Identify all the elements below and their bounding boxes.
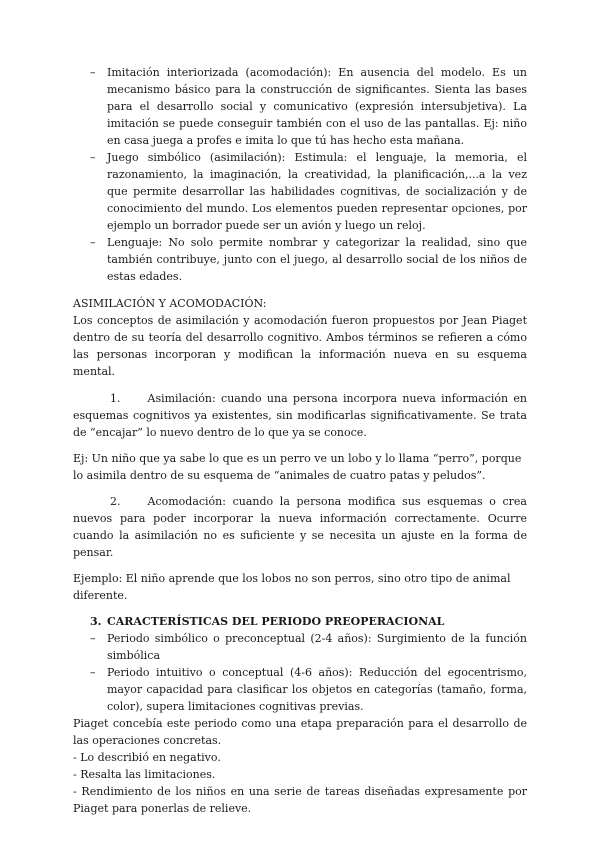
item-number: 1. bbox=[110, 392, 121, 405]
note-line: - Lo describió en negativo. bbox=[73, 751, 221, 764]
item-number: 2. bbox=[110, 495, 121, 508]
list-item-lenguaje: – Lenguaje: No solo permite nombrar y categorizar la realidad, sino que también contribuye, junto con el juego, al desarrollo social de los niños de estas edades. bbox=[73, 234, 527, 285]
list-item-juego-simbolico: – Juego simbólico (asimilación): Estimula: el lenguaje, la memoria, el razonamiento, la imaginación, la creatividad, la planificación,...a la vez que permite desarrollar las habilidades cognitivas, de socialización y de conocimiento del mundo. Los elementos pueden representar opciones, por ejemplo un borrador puede ser un avión y luego un reloj. bbox=[73, 149, 527, 234]
note-line: - Resalta las limitaciones. bbox=[73, 768, 216, 781]
section-title: ASIMILACIÓN Y ACOMODACIÓN: bbox=[73, 297, 267, 310]
document-body bbox=[73, 64, 527, 817]
note-line: - Rendimiento de los niños en una serie de tareas diseñadas expresamente por Piaget para ponerlas de relieve. bbox=[73, 785, 527, 815]
example-paragraph-2: Ejemplo: El niño aprende que los lobos no son perros, sino otro tipo de animal diferente. bbox=[73, 572, 511, 602]
heading-number: 3. bbox=[90, 615, 102, 628]
piaget-paragraph: Piaget concebía este periodo como una etapa preparación para el desarrollo de las operaciones concretas. bbox=[73, 717, 527, 747]
list-item-imitacion: – Imitación interiorizada (acomodación): En ausencia del modelo. Es un mecanismo básico para la construcción de significantes. Sienta las bases para el desarrollo social y comunicativo (expresión intersubjetiva). La imitación se puede conseguir también con el uso de las pantallas. Ej: niño en casa juega a profes e imita lo que tú has hecho esta mañana. bbox=[73, 64, 527, 149]
numbered-item-asimilacion bbox=[73, 390, 527, 441]
heading-text: CARACTERÍSTICAS DEL PERIODO PREOPERACIONAL bbox=[107, 615, 445, 628]
item-text: Acomodación: cuando la persona modifica sus esquemas o crea nuevos para poder incorporar la nueva información correctamente. Ocurre cuando la asimilación no es suficiente y se necesita un ajuste en la forma de pensar. bbox=[73, 495, 527, 559]
item-text: Asimilación: cuando una persona incorpora nueva información en esquemas cognitivos ya existentes, sin modificarlas significativamente. Se trata de “encajar” lo nuevo dentro de lo que ya se conoce. bbox=[73, 392, 527, 439]
section-intro-paragraph: Los conceptos de asimilación y acomodación fueron propuestos por Jean Piaget dentro de su teoría del desarrollo cognitivo. Ambos términos se refieren a cómo las personas incorporan y modifican la información nueva en su esquema mental. bbox=[73, 314, 527, 378]
list-item-periodo-simbolico: – Periodo simbólico o preconceptual (2-4 años): Surgimiento de la función simbólica bbox=[73, 630, 527, 664]
period-bullet-list bbox=[73, 630, 527, 715]
list-item-periodo-intuitivo: – Periodo intuitivo o conceptual (4-6 años): Reducción del egocentrismo, mayor capacidad para clasificar los objetos en categorías (tamaño, forma, color), supera limitaciones cognitivas previas. bbox=[73, 664, 527, 715]
intro-bullet-list bbox=[73, 64, 527, 285]
example-paragraph-1: Ej: Un niño que ya sabe lo que es un perro ve un lobo y lo llama “perro”, porque lo asimila dentro de su esquema de “animales de cuatro patas y peludos”. bbox=[73, 452, 522, 482]
numbered-item-acomodacion bbox=[73, 493, 527, 561]
section-heading-3 bbox=[73, 613, 527, 630]
